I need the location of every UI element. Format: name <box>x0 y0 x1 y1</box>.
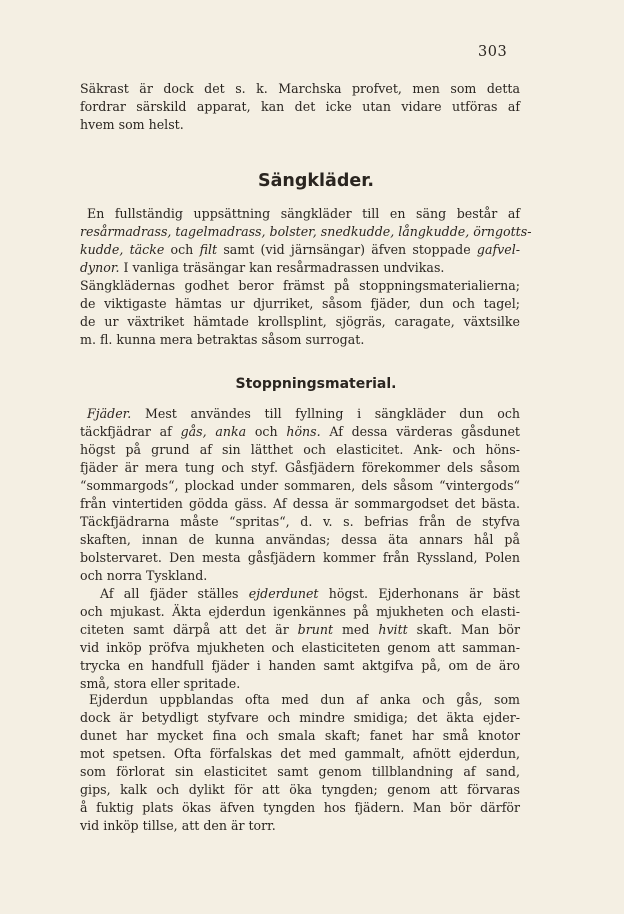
text-line: dunet har mycket fina och smala skaft; fanet har små knotor <box>80 728 520 743</box>
text-line: täckfjädrar af gås, anka och höns. Af dessa värderas gåsdunet <box>80 424 520 439</box>
text-line: Af all fjäder ställes ejderdunet högst. Ejderhonans är bäst <box>100 586 520 601</box>
text-line: små, stora eller spritade. <box>80 676 241 691</box>
text-line: dock är betydligt styfvare och mindre smidiga; det äkta ejder- <box>80 710 520 725</box>
text-line: resårmadrass, tagelmadrass, bolster, snedkudde, långkudde, örngotts- <box>80 224 532 239</box>
section-title-stoppningsmaterial: Stoppningsmaterial. <box>235 376 397 392</box>
page-number: 303 <box>478 44 508 60</box>
stoppning-paragraph-2 <box>80 585 520 693</box>
text-line: och norra Tyskland. <box>80 568 208 583</box>
stoppning-paragraph-3 <box>80 691 520 835</box>
text-line: och mjukast. Äkta ejderdun igenkännes på mjukheten och elasti- <box>80 604 520 619</box>
text-line: skaften, innan de kunna användas; dessa äta annars hål på <box>80 532 520 547</box>
text-line: de ur växtriket hämtade krollsplint, sjögräs, caragate, växtsilke <box>80 314 520 329</box>
text-line: m. fl. kunna mera betraktas såsom surrogat. <box>80 332 365 347</box>
text-line: dynor. I vanliga träsängar kan resårmadrassen undvikas. <box>80 260 445 275</box>
text-line: Fjäder. Mest användes till fyllning i sängkläder dun och <box>87 406 520 421</box>
section-title-sangklader: Sängkläder. <box>257 171 375 191</box>
text-line: bolstervaret. Den mesta gåsfjädern kommer från Ryssland, Polen <box>80 550 520 565</box>
text-line: de viktigaste hämtas ur djurriket, såsom fjäder, dun och tagel; <box>80 296 520 311</box>
text-line: kudde, täcke och filt samt (vid järnsängar) äfven stoppade gafvel- <box>80 242 520 257</box>
text-line: Täckfjädrarna måste “spritas“, d. v. s. befrias från de styfva <box>80 514 520 529</box>
text-line: högst på grund af sin lätthet och elasticitet. Ank- och höns- <box>80 442 520 457</box>
intro-paragraph <box>80 80 520 134</box>
text-line: fjäder är mera tung och styf. Gåsfjädern förekommer dels såsom <box>80 460 520 475</box>
text-line: “sommargods“, plockad under sommaren, dels såsom “vintergods“ <box>80 478 520 493</box>
text-line: mot spetsen. Ofta förfalskas det med gammalt, afnött ejderdun, <box>80 746 520 761</box>
text-line: trycka en handfull fjäder i handen samt aktgifva på, om de äro <box>80 658 520 673</box>
text-line: citeten samt därpå att det är brunt med hvitt skaft. Man bör <box>80 622 520 637</box>
text-line: från vintertiden gödda gäss. Af dessa är sommargodset det bästa. <box>80 496 520 511</box>
text-line: hvem som helst. <box>80 117 184 132</box>
text-line: Sängklädernas godhet beror främst på stoppningsmaterialierna; <box>80 278 520 293</box>
sangklader-paragraph-2 <box>80 277 520 349</box>
text-line: som förlorat sin elasticitet samt genom tillblandning af sand, <box>80 764 520 779</box>
text-line: En fullständig uppsättning sängkläder till en säng består af <box>87 206 520 221</box>
stoppning-paragraph-1 <box>80 405 520 585</box>
text-line: gips, kalk och dylikt för att öka tyngden; genom att förvaras <box>80 782 520 797</box>
text-line: Säkrast är dock det s. k. Marchska profvet, men som detta <box>80 81 520 96</box>
text-line: vid inköp pröfva mjukheten och elasticiteten genom att samman- <box>80 640 520 655</box>
text-line: vid inköp tillse, att den är torr. <box>80 818 276 833</box>
text-line: Ejderdun uppblandas ofta med dun af anka och gås, som <box>89 692 520 707</box>
text-line: å fuktig plats ökas äfven tyngden hos fjädern. Man bör därför <box>80 800 520 815</box>
sangklader-paragraph-1 <box>80 205 532 277</box>
text-line: fordrar särskild apparat, kan det icke utan vidare utföras af <box>80 99 520 114</box>
